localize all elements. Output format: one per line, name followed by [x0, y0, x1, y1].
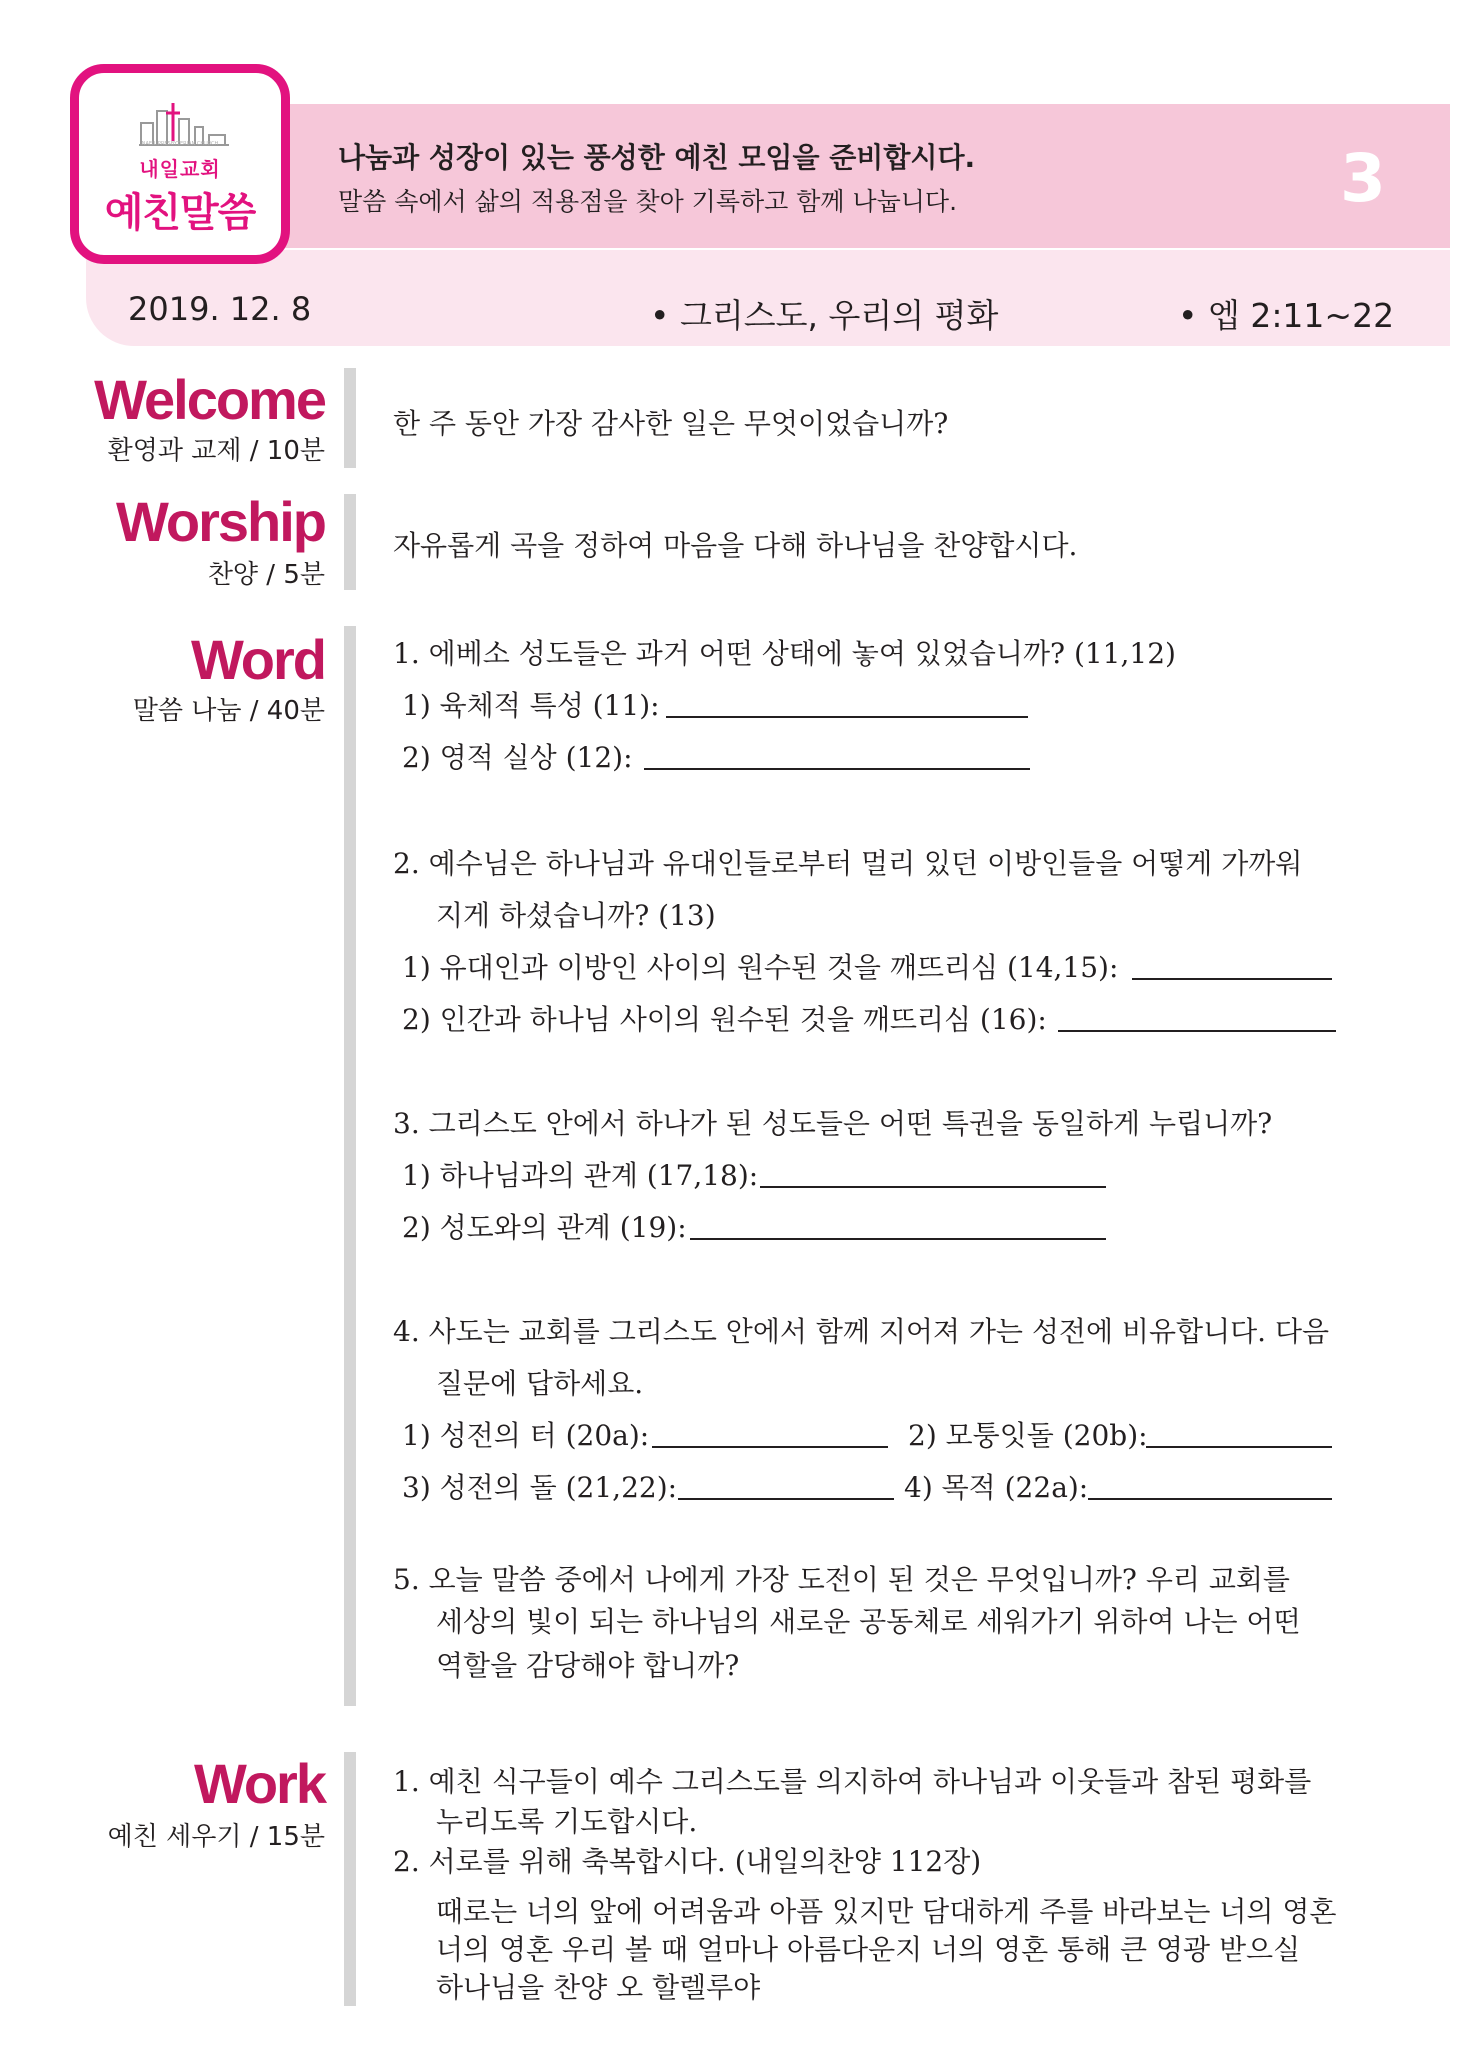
section-bar-work	[344, 1752, 356, 2006]
hymn-lyrics-line-3: 하나님을 찬양 오 할렐루야	[436, 1971, 761, 2004]
answer-blank[interactable]	[1132, 978, 1332, 980]
answer-blank[interactable]	[1146, 1446, 1332, 1448]
header-sub-text: 말씀 속에서 삶의 적용점을 찾아 기록하고 함께 나눕니다.	[338, 187, 958, 216]
question-1-item-1: 1) 육체적 특성 (11):	[402, 689, 660, 722]
work-item-1-line-2: 누리도록 기도합시다.	[436, 1805, 698, 1838]
scripture-reference: • 엡 2:11~22	[1178, 296, 1395, 335]
question-3: 3. 그리스도 안에서 하나가 된 성도들은 어떤 특권을 동일하게 누립니까?	[393, 1107, 1273, 1140]
page-number: 3	[1340, 140, 1386, 217]
question-5-line-1: 5. 오늘 말씀 중에서 나에게 가장 도전이 된 것은 무엇입니까? 우리 교회를	[393, 1563, 1290, 1596]
hymn-lyrics-line-1: 때로는 너의 앞에 어려움과 아픔 있지만 담대하게 주를 바라보는 너의 영혼	[436, 1895, 1337, 1928]
section-bar-word	[344, 626, 356, 1706]
question-4-item-1: 1) 성전의 터 (20a):	[402, 1419, 650, 1452]
header-band	[250, 104, 1450, 248]
question-4-line-1: 4. 사도는 교회를 그리스도 안에서 함께 지어져 가는 성전에 비유합니다. 다음	[393, 1315, 1330, 1348]
question-4-line-2: 질문에 답하세요.	[436, 1367, 644, 1400]
question-2-line-2: 지게 하셨습니까? (13)	[436, 899, 716, 932]
section-title-worship: Worship	[116, 490, 325, 553]
question-5-line-3: 역할을 감당해야 합니까?	[436, 1649, 740, 1682]
section-bar-welcome	[344, 368, 356, 468]
answer-blank[interactable]	[760, 1186, 1106, 1188]
work-item-1-line-1: 1. 예친 식구들이 예수 그리스도를 의지하여 하나님과 이웃들과 참된 평화를	[393, 1765, 1312, 1798]
answer-blank[interactable]	[666, 716, 1028, 718]
question-4-item-3: 3) 성전의 돌 (21,22):	[402, 1471, 678, 1504]
question-3-item-1: 1) 하나님과의 관계 (17,18):	[402, 1159, 759, 1192]
welcome-question: 한 주 동안 가장 감사한 일은 무엇이었습니까?	[393, 407, 949, 440]
answer-blank[interactable]	[690, 1238, 1106, 1240]
logo-box	[70, 64, 290, 264]
question-4-item-2: 2) 모퉁잇돌 (20b):	[908, 1419, 1148, 1452]
header-main-text: 나눔과 성장이 있는 풍성한 예친 모임을 준비합시다.	[338, 141, 976, 174]
hymn-lyrics-line-2: 너의 영혼 우리 볼 때 얼마나 아름다운지 너의 영혼 통해 큰 영광 받으실	[436, 1933, 1301, 1966]
answer-blank[interactable]	[652, 1446, 888, 1448]
section-title-welcome: Welcome	[94, 368, 325, 431]
church-english-name: NAEIL PRESBYTERIAN CHURCH	[141, 141, 219, 147]
answer-blank[interactable]	[1058, 1030, 1336, 1032]
answer-blank[interactable]	[678, 1498, 894, 1500]
question-3-item-2: 2) 성도와의 관계 (19):	[402, 1211, 687, 1244]
sermon-title: • 그리스도, 우리의 평화	[650, 296, 999, 335]
question-1-item-2: 2) 영적 실상 (12):	[402, 741, 633, 774]
answer-blank[interactable]	[1088, 1498, 1332, 1500]
question-1: 1. 에베소 성도들은 과거 어떤 상태에 놓여 있었습니까? (11,12)	[393, 637, 1176, 670]
question-2-item-1: 1) 유대인과 이방인 사이의 원수된 것을 깨뜨리심 (14,15):	[402, 951, 1119, 984]
section-title-work: Work	[194, 1752, 325, 1815]
worship-instruction: 자유롭게 곡을 정하여 마음을 다해 하나님을 찬양합시다.	[393, 529, 1078, 562]
section-sub-work: 예친 세우기 / 15분	[107, 1822, 325, 1852]
section-sub-welcome: 환영과 교제 / 10분	[107, 436, 325, 466]
question-2-item-2: 2) 인간과 하나님 사이의 원수된 것을 깨뜨리심 (16):	[402, 1003, 1047, 1036]
work-item-2: 2. 서로를 위해 축복합시다. (내일의찬양 112장)	[393, 1845, 982, 1878]
question-2-line-1: 2. 예수님은 하나님과 유대인들로부터 멀리 있던 이방인들을 어떻게 가까워	[393, 847, 1303, 880]
section-sub-worship: 찬양 / 5분	[207, 560, 325, 590]
question-5-line-2: 세상의 빛이 되는 하나님의 새로운 공동체로 세워가기 위하여 나는 어떤	[436, 1605, 1301, 1638]
question-4-item-4: 4) 목적 (22a):	[904, 1471, 1089, 1504]
church-name: 내일교회	[139, 157, 221, 181]
section-bar-worship	[344, 494, 356, 590]
logo-title: 예친말씀	[104, 190, 256, 236]
section-title-word: Word	[190, 628, 325, 691]
date: 2019. 12. 8	[128, 290, 312, 328]
section-sub-word: 말씀 나눔 / 40분	[132, 696, 325, 726]
answer-blank[interactable]	[644, 768, 1030, 770]
